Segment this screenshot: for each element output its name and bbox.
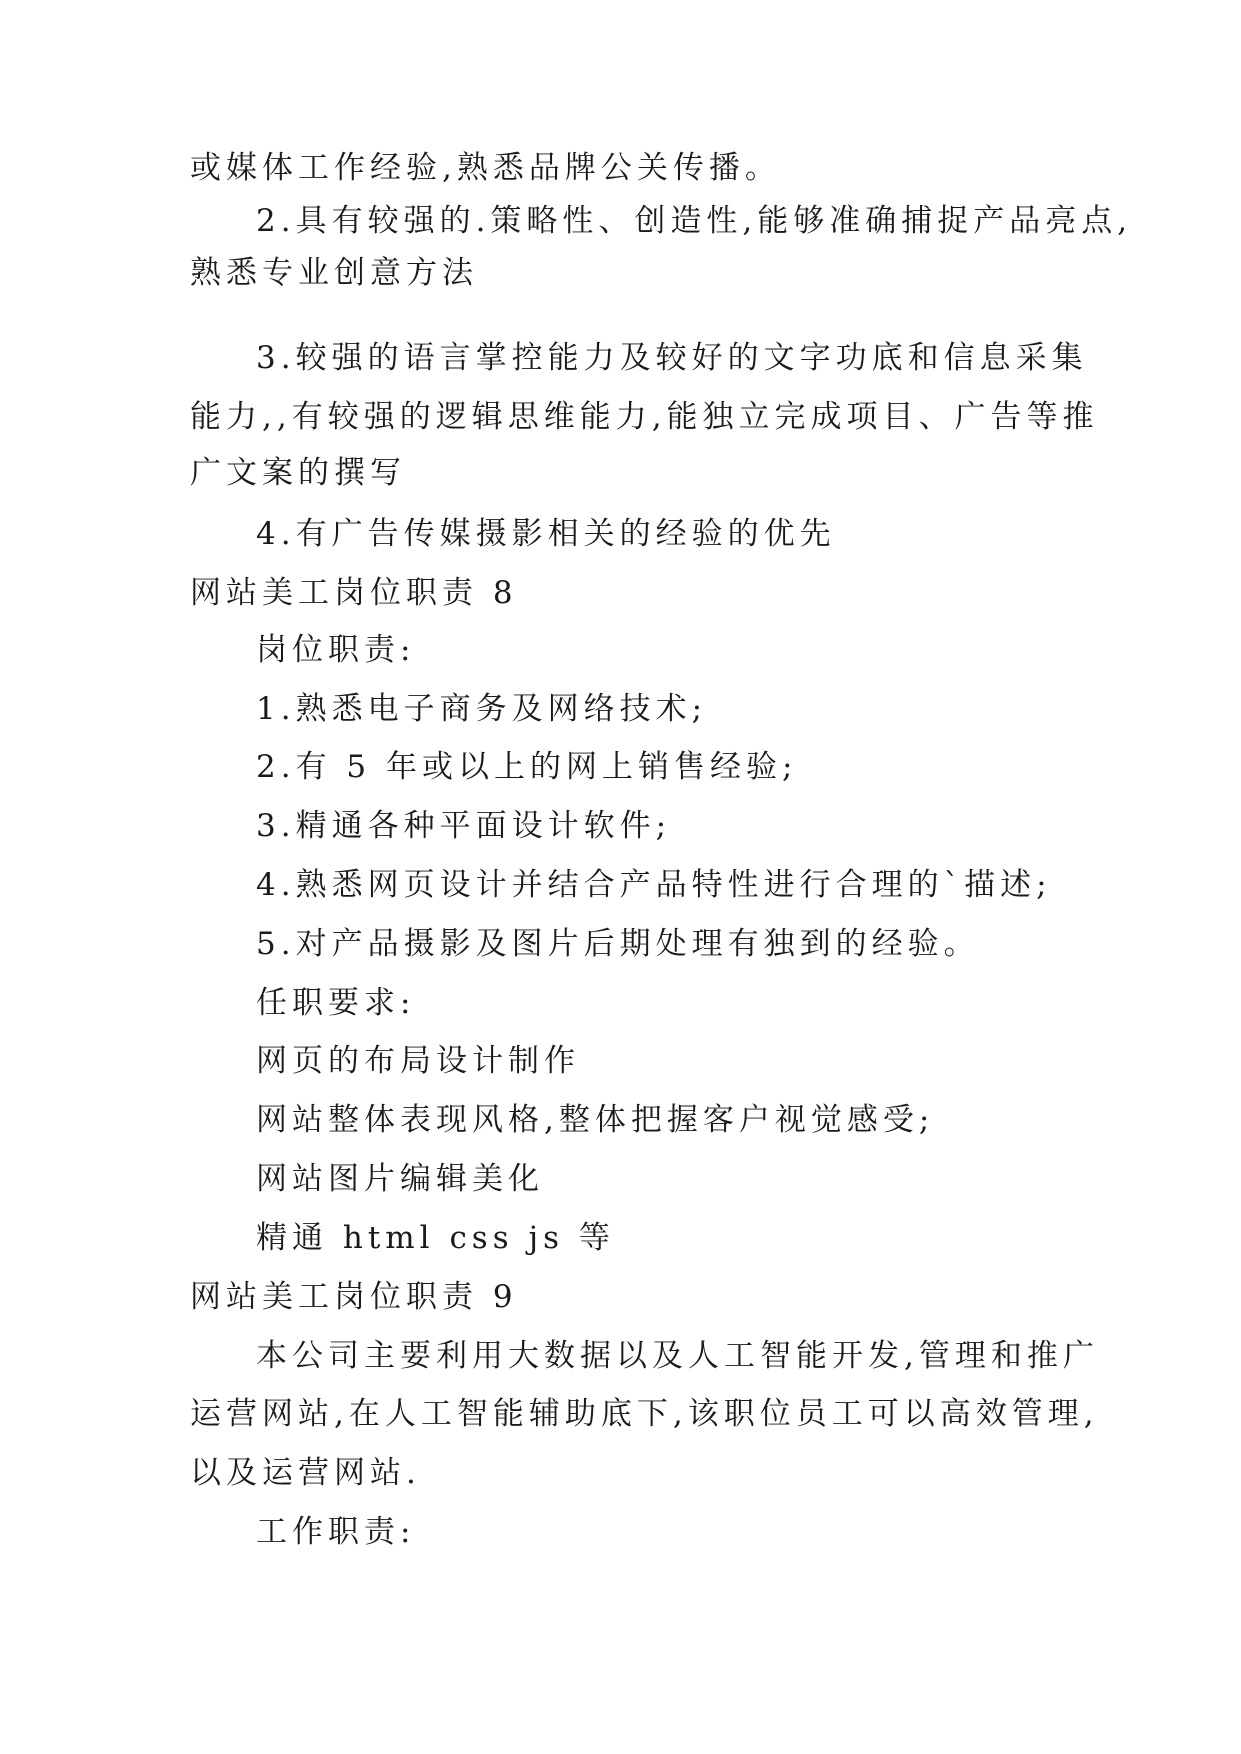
text-line: 能力,,有较强的逻辑思维能力,能独立完成项目、广告等推 bbox=[190, 399, 1099, 435]
text-line: 或媒体工作经验,熟悉品牌公关传播。 bbox=[190, 150, 781, 186]
text-line: 岗位职责: bbox=[256, 632, 416, 668]
text-line: 本公司主要利用大数据以及人工智能开发,管理和推广 bbox=[256, 1338, 1099, 1374]
text-line: 熟悉专业创意方法 bbox=[190, 255, 478, 291]
text-line: 网站图片编辑美化 bbox=[256, 1161, 544, 1197]
text-line: 2.具有较强的.策略性、创造性,能够准确捕捉产品亮点, bbox=[256, 203, 1133, 239]
text-line: 4.熟悉网页设计并结合产品特性进行合理的`描述; bbox=[256, 867, 1052, 903]
text-line: 网站整体表现风格,整体把握客户视觉感受; bbox=[256, 1102, 935, 1138]
text-line: 网页的布局设计制作 bbox=[256, 1043, 580, 1079]
text-line: 1.熟悉电子商务及网络技术; bbox=[256, 691, 708, 727]
section-heading: 网站美工岗位职责 8 bbox=[190, 575, 518, 611]
text-line: 精通 html css js 等 bbox=[256, 1220, 615, 1256]
text-line: 工作职责: bbox=[256, 1514, 416, 1550]
section-heading: 网站美工岗位职责 9 bbox=[190, 1279, 518, 1315]
text-line: 3.较强的语言掌控能力及较好的文字功底和信息采集 bbox=[256, 340, 1088, 376]
text-line: 4.有广告传媒摄影相关的经验的优先 bbox=[256, 516, 836, 552]
text-line: 3.精通各种平面设计软件; bbox=[256, 808, 672, 844]
text-line: 2.有 5 年或以上的网上销售经验; bbox=[256, 749, 798, 785]
text-line: 广文案的撰写 bbox=[190, 455, 406, 491]
text-line: 5.对产品摄影及图片后期处理有独到的经验。 bbox=[256, 926, 980, 962]
text-line: 任职要求: bbox=[256, 985, 416, 1021]
text-line: 运营网站,在人工智能辅助底下,该职位员工可以高效管理, bbox=[190, 1396, 1099, 1432]
text-line: 以及运营网站. bbox=[190, 1455, 421, 1491]
